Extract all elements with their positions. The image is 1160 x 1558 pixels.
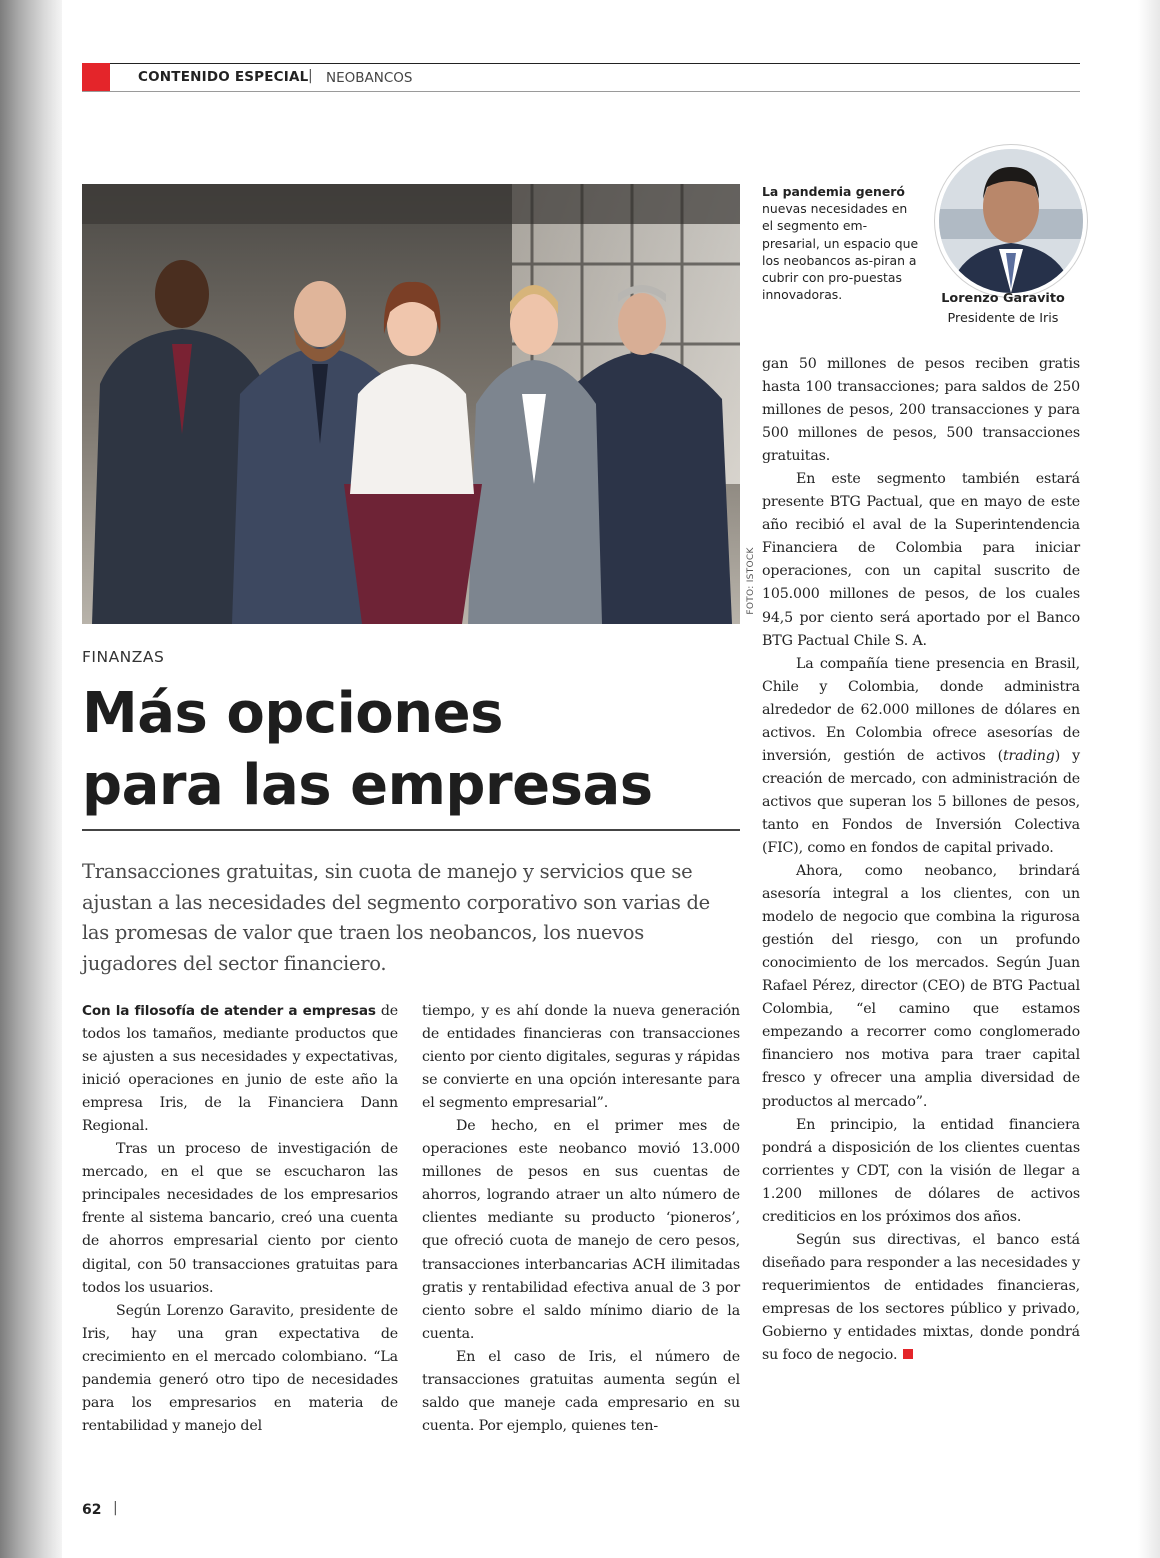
paragraph: Ahora, como neobanco, brindará asesoría integral a los clientes, con un modelo de negocio que combina la rigurosa gestión del riesgo, con un profundo conocimiento de los mercados. Según Juan Rafael Pérez, director (CEO) de BTG Pactual Colombia, “el camino que estamos empezando a recorrer como conglomerado financiero nos motiva para traer capital fresco y ofrecer una amplia diversidad de productos al mercado”.: [762, 863, 1080, 1110]
team-photo: [82, 184, 740, 624]
pull-quote: [762, 183, 922, 303]
paragraph: Tras un proceso de investigación de mercado, en el que se escucharon las principales necesidades de los empresarios frente al sistema bancario, creó una cuenta de ahorros empresarial ciento por ciento digital, con 50 transacciones gratuitas para todos los usuarios.: [82, 1141, 398, 1296]
title-line-2: para las empresas: [82, 753, 653, 818]
body-column-3: [762, 353, 1080, 1367]
title-rule: [82, 829, 740, 831]
paragraph-text: de todos los tamaños, mediante productos que se ajusten a sus necesidades y expectativas, inició operaciones en junio de este año la empresa Iris, de la Financiera Dann Regional.: [82, 1003, 398, 1135]
paragraph: Según Lorenzo Garavito, presidente de Iris, hay una gran expectativa de crecimiento en el mercado colombiano. “La pandemia generó otro tipo de necesidades para los empresarios en materia de rentabilidad y manejo del: [82, 1302, 398, 1434]
header-section-label: CONTENIDO ESPECIAL: [138, 69, 309, 85]
paragraph: gan 50 millones de pesos reciben gratis hasta 100 transacciones; para saldos de 250 millones de pesos, 200 transacciones y para 500 millones de pesos, 500 transacciones gratuitas.: [762, 356, 1080, 465]
footer-separator: |: [113, 1500, 118, 1516]
photo-credit-text: FOTO: ISTOCK: [746, 547, 756, 615]
paragraph: En este segmento también estará presente BTG Pactual, que en mayo de este año recibió el aval de la Superintendencia Financiera de Colombia para iniciar operaciones, con un capital suscrito de 105.000 millones de pesos, de los cuales 94,5 por ciento será aportado por el Banco BTG Pactual Chile S. A.: [762, 471, 1080, 649]
body-column-2: [422, 1000, 740, 1438]
portrait-caption-role: Presidente de Iris: [947, 311, 1059, 326]
portrait-caption-name: Lorenzo Garavito: [941, 291, 1065, 306]
end-of-article-mark: [903, 1349, 913, 1359]
page-number: 62: [82, 1502, 102, 1518]
paragraph-text: ) y creación de mercado, con administración de activos que superan los 5 billones de pesos, tanto en Fondos de Inversión Colectiva (FIC), como en fondos de capital privado.: [762, 747, 1080, 856]
paragraph: tiempo, y es ahí donde la nueva generación de entidades financieras con transacciones ciento por ciento digitales, seguras y rápidas se convierte en una opción interesante para el segmento empresarial”.: [422, 1003, 740, 1112]
paragraph: [762, 1229, 1080, 1367]
header-topic-label: NEOBANCOS: [326, 70, 413, 86]
page-edge: [1138, 0, 1160, 1558]
pull-quote-bold: La pandemia generó: [762, 184, 905, 199]
section-red-block: [82, 63, 110, 91]
photo-credit: [744, 540, 758, 624]
header-top-rule: [110, 63, 1080, 64]
paragraph: En principio, la entidad financiera pondrá a disposición de los clientes cuentas corrientes y CDT, con la visión de llegar a 1.200 millones de dólares de activos crediticios en los próximos dos años.: [762, 1116, 1080, 1225]
paragraph: En el caso de Iris, el número de transacciones gratuitas aumenta según el saldo que maneje cada empresario en su cuenta. Por ejemplo, quienes ten-: [422, 1348, 740, 1434]
paragraph-text: La compañía tiene presencia en Brasil, Chile y Colombia, donde administra alrededor de 62.000 millones de dólares en activos. En Colombia ofrece asesorías de inversión, gestión de activos (: [762, 655, 1080, 764]
paragraph-text: Según sus directivas, el banco está diseñado para responder a las necesidades y requerimientos de entidades financieras, empresas de los sectores público y privado, Gobierno y entidades mixtas, donde pondrá su foco de negocio.: [762, 1231, 1080, 1364]
paragraph: [82, 1000, 398, 1138]
article-lead: Transacciones gratuitas, sin cuota de manejo y servicios que se ajustan a las necesidades del segmento corporativo son varias de las promesas de valor que traen los neobancos, los nuevos jugadores del sector financiero.: [82, 860, 710, 975]
body-column-1: [82, 1000, 398, 1438]
lead-in: Con la filosofía de atender a empresas: [82, 1003, 376, 1019]
italic-term: trading: [1003, 747, 1055, 764]
portrait-photo: [935, 145, 1087, 297]
article-title: [82, 678, 742, 822]
title-line-1: Más opciones: [82, 681, 503, 746]
header-separator: |: [308, 68, 313, 84]
pull-quote-text: nuevas necesidades en el segmento em-presarial, un espacio que los neobancos as-piran a cubrir con pro-puestas innovadoras.: [762, 201, 919, 303]
article-kicker: FINANZAS: [82, 648, 165, 666]
page-spine-shadow: [0, 0, 62, 1558]
paragraph: [762, 653, 1080, 860]
paragraph: De hecho, en el primer mes de operaciones este neobanco movió 13.000 millones de pesos en sus cuentas de ahorros, logrando atraer un alto número de clientes mediante su producto ‘pioneros’, que ofreció cuota de manejo de cero pesos, transacciones interbancarias ACH ilimitadas gratis y rentabilidad efectiva anual de 3 por ciento sobre el saldo mínimo diario de la cuenta.: [422, 1118, 740, 1342]
header-bottom-rule: [82, 91, 1080, 92]
